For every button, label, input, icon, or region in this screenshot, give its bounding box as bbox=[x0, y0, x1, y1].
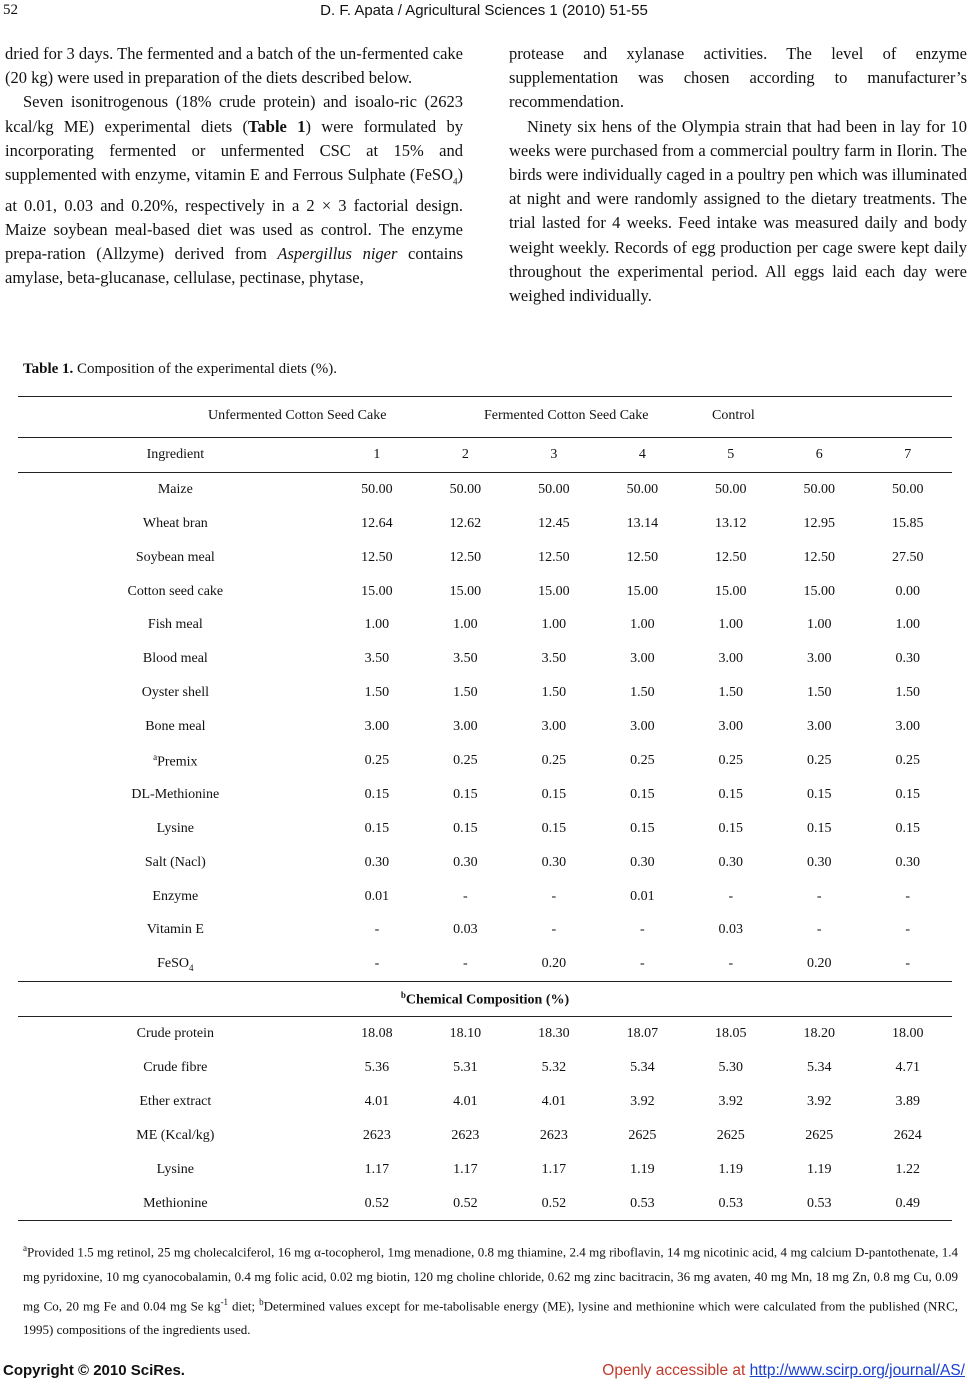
cell-value: 3.00 bbox=[541, 719, 567, 735]
cell-value: 18.30 bbox=[538, 1026, 570, 1042]
cell-value: 0.15 bbox=[541, 786, 567, 802]
page-number: 52 bbox=[3, 2, 18, 18]
cell-value: 0.15 bbox=[895, 820, 920, 836]
chemical-composition-heading: $^b$Chemical Composition (%) bbox=[18, 982, 952, 1017]
cell-value: 3 bbox=[510, 438, 598, 473]
row-label: $^a$Premix bbox=[153, 751, 198, 770]
cell-value: 3.00 bbox=[453, 719, 478, 735]
running-head: D. F. Apata / Agricultural Sciences 1 (2010) 51-55 bbox=[320, 2, 648, 19]
cell-value: - bbox=[905, 922, 911, 938]
cell-value: - bbox=[687, 947, 775, 981]
cell-value: - bbox=[816, 922, 822, 938]
row-label: ME (Kcal/kg) bbox=[136, 1127, 215, 1143]
cell-value: 0.15 bbox=[364, 786, 390, 802]
cell-value: - bbox=[551, 922, 557, 938]
cell-value: 7 bbox=[863, 438, 952, 473]
column-header-row bbox=[18, 438, 952, 473]
cell-value: 0.25 bbox=[364, 752, 390, 768]
cell-value: 50.00 bbox=[449, 481, 482, 497]
cell-value: 12.64 bbox=[361, 515, 393, 531]
cell-value: 15.00 bbox=[715, 583, 747, 599]
cell-value: 2625 bbox=[628, 1127, 657, 1143]
cell-value: 5.31 bbox=[453, 1059, 478, 1075]
cell-value: 1.19 bbox=[630, 1161, 655, 1177]
right-paragraph-2: Ninety six hens of the Olympia strain that had been in lay for 10 weeks were purchased from a commercial poultry farm in Ilorin. The birds were individually caged in a poultry pen which was illuminated at night and were randomly assigned to the dietary treatments. The trial lasted for 4 weeks. Feed intake was measured daily and body weight weekly. Records of egg production per cage swere kept daily throughout the experimental period. All eggs laid each day were weighed individually. bbox=[509, 116, 967, 306]
cell-value: 13.14 bbox=[626, 515, 659, 531]
cell-value: 15.00 bbox=[803, 583, 835, 599]
cell-value: 12.50 bbox=[361, 549, 393, 565]
cell-value: 15.00 bbox=[361, 583, 393, 599]
cell-value: 3.00 bbox=[807, 719, 832, 735]
cell-value: - bbox=[333, 947, 421, 981]
cell-value: 1.17 bbox=[453, 1161, 478, 1177]
cell-value: 12.50 bbox=[715, 549, 747, 565]
cell-value: 0.52 bbox=[421, 1187, 509, 1221]
row-label: Soybean meal bbox=[135, 549, 215, 565]
cell-value: 15.85 bbox=[891, 515, 924, 531]
cell-value: 0.15 bbox=[453, 820, 478, 836]
left-paragraph-1: dried for 3 days. The fermented and a batch of the un-fermented cake (20 kg) were used in preparation of the diets described below. bbox=[5, 44, 463, 88]
cell-value: 1.00 bbox=[364, 617, 390, 633]
cell-value: 0.15 bbox=[630, 820, 655, 836]
access-notice: Openly accessible at http://www.scirp.org/journal/AS/ bbox=[602, 1362, 965, 1379]
cell-value: 18.00 bbox=[891, 1026, 924, 1042]
table-row bbox=[18, 676, 952, 710]
cell-value: 50.00 bbox=[538, 481, 570, 497]
cell-value: 0.15 bbox=[807, 786, 832, 802]
cell-value: 3.00 bbox=[718, 719, 744, 735]
cell-value: 1.00 bbox=[453, 617, 478, 633]
cell-value: - bbox=[551, 888, 557, 904]
table-row bbox=[18, 608, 952, 642]
cell-value: 2623 bbox=[362, 1127, 391, 1143]
cell-value: 2623 bbox=[451, 1127, 480, 1143]
row-label: Crude protein bbox=[136, 1026, 215, 1042]
cell-value: 5.34 bbox=[630, 1059, 655, 1075]
row-label: Cotton seed cake bbox=[127, 583, 224, 599]
cell-value: 0.25 bbox=[541, 752, 567, 768]
cell-value: 1.50 bbox=[453, 685, 478, 701]
cell-value: 0.49 bbox=[863, 1187, 952, 1221]
diet-composition-table bbox=[18, 396, 952, 1221]
row-label: Lysine bbox=[156, 820, 194, 836]
cell-value: 18.07 bbox=[626, 1026, 659, 1042]
cell-value: 15.00 bbox=[449, 583, 482, 599]
cell-value: 0.53 bbox=[598, 1187, 686, 1221]
cell-value: 5.36 bbox=[364, 1059, 390, 1075]
cell-value: 4.71 bbox=[895, 1059, 920, 1075]
table-row bbox=[18, 710, 952, 744]
cell-value: 2625 bbox=[716, 1127, 745, 1143]
cell-value: 1.50 bbox=[630, 685, 655, 701]
cell-value: - bbox=[374, 922, 380, 938]
cell-value: 2 bbox=[421, 438, 509, 473]
cell-value: 0.30 bbox=[364, 854, 390, 870]
cell-value: 0.25 bbox=[718, 752, 744, 768]
chemical-row bbox=[18, 1017, 952, 1051]
cell-value: - bbox=[421, 947, 509, 981]
table-row bbox=[18, 541, 952, 575]
cell-value: 0.25 bbox=[453, 752, 478, 768]
table-row bbox=[18, 575, 952, 609]
cell-value: 3.50 bbox=[541, 651, 567, 667]
cell-value: 2624 bbox=[893, 1127, 922, 1143]
cell-value: 0.30 bbox=[453, 854, 478, 870]
cell-value: 4.01 bbox=[453, 1093, 478, 1109]
cell-value: 5.30 bbox=[718, 1059, 744, 1075]
cell-value: 5.34 bbox=[807, 1059, 832, 1075]
cell-value: 0.20 bbox=[775, 947, 863, 981]
chemical-row bbox=[18, 1153, 952, 1187]
cell-value: 0.30 bbox=[541, 854, 567, 870]
group-header-row bbox=[18, 397, 952, 438]
cell-value: 0.20 bbox=[510, 947, 598, 981]
cell-value: 0.03 bbox=[718, 922, 744, 938]
cell-value: 0.53 bbox=[687, 1187, 775, 1221]
cell-value: 4.01 bbox=[541, 1093, 567, 1109]
cell-value: 27.50 bbox=[891, 549, 924, 565]
table-caption: Table 1. Composition of the experimental diets (%). bbox=[23, 361, 337, 377]
cell-value: 4.01 bbox=[364, 1093, 390, 1109]
chemical-row bbox=[18, 1051, 952, 1085]
cell-value: 3.00 bbox=[364, 719, 390, 735]
row-label: Ether extract bbox=[139, 1093, 212, 1109]
row-label: Bone meal bbox=[145, 719, 206, 735]
cell-value: 0.30 bbox=[630, 854, 655, 870]
cell-value: 0.15 bbox=[541, 820, 567, 836]
cell-value: 12.45 bbox=[538, 515, 570, 531]
cell-value: 3.50 bbox=[364, 651, 390, 667]
row-label: Oyster shell bbox=[141, 685, 209, 701]
cell-value: 12.95 bbox=[803, 515, 835, 531]
row-label: Ingredient bbox=[18, 438, 333, 473]
cell-value: 0.30 bbox=[807, 854, 832, 870]
row-label: Enzyme bbox=[152, 888, 199, 904]
cell-value: 0.15 bbox=[364, 820, 390, 836]
table-row bbox=[18, 846, 952, 880]
cell-value: 18.08 bbox=[361, 1026, 393, 1042]
cell-value: 3.00 bbox=[807, 651, 832, 667]
table-row bbox=[18, 642, 952, 676]
row-label: Blood meal bbox=[142, 651, 208, 667]
cell-value: 5.32 bbox=[541, 1059, 567, 1075]
cell-value: 3.89 bbox=[895, 1093, 920, 1109]
cell-value: 3.00 bbox=[718, 651, 744, 667]
cell-value: - bbox=[816, 888, 822, 904]
right-paragraph-1: protease and xylanase activities. The level of enzyme supplementation was chosen according to manufacturer’s recommendation. bbox=[509, 44, 967, 112]
cell-value: 3.00 bbox=[895, 719, 920, 735]
cell-value: 0.25 bbox=[630, 752, 655, 768]
cell-value: - bbox=[728, 888, 734, 904]
row-label: Fish meal bbox=[147, 617, 203, 633]
cell-value: - bbox=[863, 947, 952, 981]
cell-value: 0.25 bbox=[895, 752, 920, 768]
cell-value: 12.50 bbox=[449, 549, 482, 565]
cell-value: 3.92 bbox=[718, 1093, 744, 1109]
cell-value: - bbox=[598, 947, 686, 981]
cell-value: 0.30 bbox=[895, 651, 920, 667]
table-row bbox=[18, 880, 952, 914]
cell-value: 50.00 bbox=[891, 481, 924, 497]
cell-value: 2623 bbox=[539, 1127, 568, 1143]
cell-value: 0.52 bbox=[333, 1187, 421, 1221]
cell-value: 1.50 bbox=[718, 685, 744, 701]
table-row bbox=[18, 744, 952, 778]
table-row bbox=[18, 507, 952, 541]
group-control: Control bbox=[712, 408, 755, 423]
cell-value: 3.00 bbox=[630, 719, 655, 735]
cell-value: 0.30 bbox=[895, 854, 920, 870]
left-column bbox=[5, 42, 463, 290]
cell-value: 18.05 bbox=[715, 1026, 747, 1042]
table-row bbox=[18, 913, 952, 947]
cell-value: 50.00 bbox=[361, 481, 393, 497]
table-row bbox=[18, 947, 952, 981]
row-label: DL-Methionine bbox=[131, 786, 220, 802]
cell-value: 0.01 bbox=[630, 888, 655, 904]
right-column bbox=[509, 42, 967, 308]
group-fermented: Fermented Cotton Seed Cake bbox=[484, 408, 649, 423]
cell-value: - bbox=[639, 922, 645, 938]
copyright-notice: Copyright © 2010 SciRes. bbox=[3, 1362, 185, 1379]
cell-value: 5 bbox=[687, 438, 775, 473]
cell-value: 6 bbox=[775, 438, 863, 473]
cell-value: 0.00 bbox=[895, 583, 920, 599]
chemical-row bbox=[18, 1085, 952, 1119]
cell-value: 3.00 bbox=[630, 651, 655, 667]
cell-value: - bbox=[463, 888, 468, 904]
cell-value: 15.00 bbox=[626, 583, 659, 599]
cell-value: 1.17 bbox=[364, 1161, 390, 1177]
chemical-row bbox=[18, 1187, 952, 1221]
cell-value: 18.20 bbox=[803, 1026, 835, 1042]
cell-value: 3.50 bbox=[453, 651, 478, 667]
cell-value: 1.00 bbox=[630, 617, 655, 633]
row-label: Salt (Nacl) bbox=[144, 854, 206, 870]
cell-value: 0.15 bbox=[453, 786, 478, 802]
row-label: Maize bbox=[157, 481, 193, 497]
journal-link[interactable]: http://www.scirp.org/journal/AS/ bbox=[749, 1362, 965, 1379]
cell-value: 0.15 bbox=[630, 786, 655, 802]
table-footnote: $^a$Provided 1.5 mg retinol, 25 mg cholecalciferol, 16 mg α-tocopherol, 1mg menadione, 0.8 mg thiamine, 2.4 mg riboflavin, 14 mg nicotinic acid, 4 mg calcium D-pantothenate, 1.4 mg pyridoxine, 10 mg cyanocobalamin, 0.4 mg folic acid, 0.02 mg biotin, 120 mg choline chloride, 0.62 mg zinc bacitracin, 36 mg avaten, 40 mg Mn, 18 mg Zn, 0.8 mg Cu, 0.09 mg Co, 20 mg Fe and 0.04 mg Se $kg^{-1}$ diet; $^b$Determined values except for me-tabolisable energy (ME), lysine and methionine which were calculated from the published (NRC, 1995) compositions of the ingredients used. bbox=[23, 1243, 958, 1338]
table-row bbox=[18, 812, 952, 846]
left-paragraph-2: Seven isonitrogenous (18% crude protein) and isoalo-ric (2623 kcal/kg ME) experimental diets (Table 1) were formulated by incorporating fermented or unfermented CSC at 15% and supplemented with enzyme, vitamin E and Ferrous Sulphate (FeSO$_4$) at 0.01, 0.03 and 0.20%, respectively in a 2 × 3 factorial design. Maize soybean meal-based diet was used as control. The enzyme prepa-ration (Allzyme) derived from Aspergillus niger contains amylase, beta-glucanase, cellulase, pectinase, phytase, bbox=[5, 92, 463, 288]
cell-value: 1.50 bbox=[364, 685, 390, 701]
row-label: Crude fibre bbox=[143, 1059, 208, 1075]
row-label: Methionine bbox=[18, 1187, 333, 1221]
table-row bbox=[18, 472, 952, 506]
table-reference: Table 1 bbox=[248, 116, 306, 136]
cell-value: 1.00 bbox=[718, 617, 744, 633]
table-row bbox=[18, 778, 952, 812]
row-label: FeSO$_4$ bbox=[18, 947, 333, 981]
cell-value: 3.92 bbox=[630, 1093, 655, 1109]
cell-value: 2625 bbox=[805, 1127, 834, 1143]
cell-value: 0.25 bbox=[807, 752, 832, 768]
cell-value: 1 bbox=[333, 438, 421, 473]
cell-value: 0.15 bbox=[895, 786, 920, 802]
cell-value: 1.50 bbox=[807, 685, 832, 701]
row-label: Wheat bran bbox=[142, 515, 208, 531]
cell-value: 1.00 bbox=[541, 617, 567, 633]
cell-value: 0.03 bbox=[453, 922, 478, 938]
cell-value: - bbox=[905, 888, 911, 904]
cell-value: 13.12 bbox=[715, 515, 747, 531]
cell-value: 1.00 bbox=[807, 617, 832, 633]
cell-value: 1.19 bbox=[718, 1161, 744, 1177]
row-label: Vitamin E bbox=[146, 922, 204, 938]
cell-value: 0.01 bbox=[364, 888, 390, 904]
cell-value: 1.50 bbox=[541, 685, 567, 701]
cell-value: 1.17 bbox=[541, 1161, 567, 1177]
chemical-row bbox=[18, 1119, 952, 1153]
species-name: Aspergillus niger bbox=[277, 243, 398, 263]
cell-value: 0.15 bbox=[718, 786, 744, 802]
cell-value: 0.15 bbox=[718, 820, 744, 836]
cell-value: 12.50 bbox=[626, 549, 659, 565]
cell-value: 12.50 bbox=[538, 549, 570, 565]
cell-value: 50.00 bbox=[715, 481, 747, 497]
cell-value: 15.00 bbox=[538, 583, 570, 599]
cell-value: 12.62 bbox=[449, 515, 482, 531]
cell-value: 1.00 bbox=[895, 617, 920, 633]
cell-value: 0.53 bbox=[775, 1187, 863, 1221]
cell-value: 1.19 bbox=[807, 1161, 832, 1177]
cell-value: 1.50 bbox=[895, 685, 920, 701]
cell-value: 50.00 bbox=[626, 481, 659, 497]
cell-value: 0.52 bbox=[510, 1187, 598, 1221]
row-label: Lysine bbox=[156, 1161, 194, 1177]
cell-value: 0.15 bbox=[807, 820, 832, 836]
cell-value: 50.00 bbox=[803, 481, 835, 497]
cell-value: 0.30 bbox=[718, 854, 744, 870]
cell-value: 4 bbox=[598, 438, 686, 473]
cell-value: 12.50 bbox=[803, 549, 835, 565]
cell-value: 18.10 bbox=[449, 1026, 482, 1042]
cell-value: 1.22 bbox=[895, 1161, 920, 1177]
cell-value: 3.92 bbox=[807, 1093, 832, 1109]
group-unfermented: Unfermented Cotton Seed Cake bbox=[208, 408, 387, 423]
